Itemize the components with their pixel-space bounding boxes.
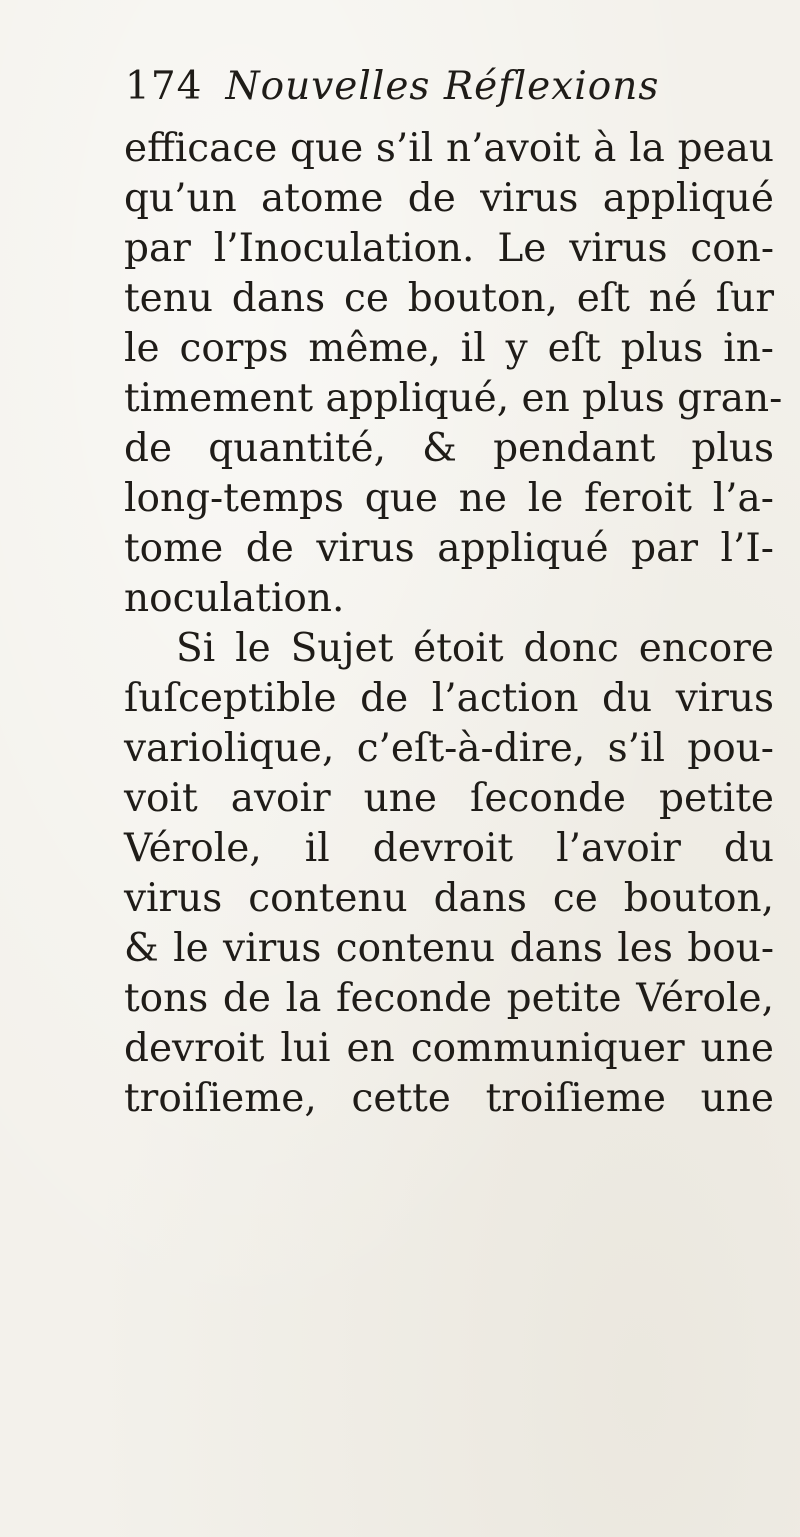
text-line: long-temps que ne le feroit l’a- (124, 476, 774, 521)
text-line: efficace que s’il n’avoit à la peau (124, 126, 774, 171)
text-line: Vérole, il devroit l’avoir du (124, 826, 774, 871)
paragraph-start-line: Si le Sujet étoit donc encore (176, 626, 774, 671)
page-header (125, 64, 725, 124)
text-line: timement appliqué, en plus gran- (124, 376, 783, 421)
text-line: tome de virus appliqué par l’I- (124, 526, 774, 571)
text-line: le corps même, il y eſt plus in- (124, 326, 774, 371)
text-line: variolique, c’eſt-à-dire, s’il pou- (124, 726, 774, 771)
text-line: devroit lui en communiquer une (124, 1026, 774, 1071)
text-line: & le virus contenu dans les bou- (124, 926, 774, 971)
text-line: ſuſceptible de l’action du virus (124, 676, 774, 721)
body-text (124, 124, 783, 1124)
page-number: 174 (125, 64, 203, 109)
text-line: troiſieme, cette troiſieme une (124, 1076, 774, 1121)
text-line: voit avoir une ſeconde petite (124, 776, 774, 821)
text-line: de quantité, & pendant plus (124, 426, 774, 471)
running-title: Nouvelles Réflexions (225, 64, 660, 109)
text-line: tons de la feconde petite Vérole, (124, 976, 774, 1021)
text-line: qu’un atome de virus appliqué (124, 176, 774, 221)
text-line: virus contenu dans ce bouton, (124, 876, 774, 921)
text-line: tenu dans ce bouton, eſt né ſur (124, 276, 774, 321)
text-line: noculation. (124, 576, 345, 621)
text-line: par l’Inoculation. Le virus con- (124, 226, 774, 271)
